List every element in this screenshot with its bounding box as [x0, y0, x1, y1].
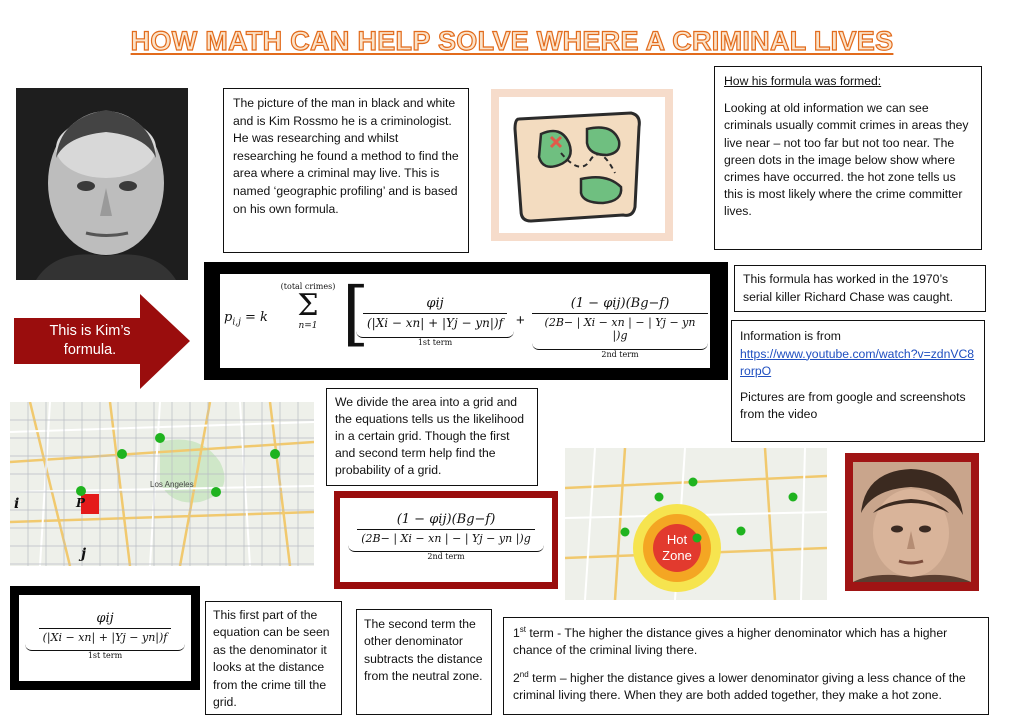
second-term-box	[356, 609, 492, 715]
arrow-label: This is Kim’s formula.	[49, 323, 131, 358]
hot-zone-label-1: Hot	[666, 532, 688, 547]
sum-top: (total crimes)	[280, 282, 336, 291]
formation-body: Looking at old information we can see criminals usually commit crimes in areas they live near – not too far but not too near. The green dots in the image below show where crimes have occurred. the hot zone tells us this is most likely where the crime committer lives.	[724, 101, 969, 219]
explain-box	[503, 617, 989, 715]
term1-formula	[19, 595, 191, 681]
term2b-numerator: (1 − φij)(Bg−f)	[396, 512, 496, 527]
photo-richard-chase	[845, 453, 979, 591]
term1	[356, 296, 514, 347]
intro-text-box	[223, 88, 469, 253]
hot-zone-drawing	[565, 448, 827, 600]
source-link[interactable]: https://www.youtube.com/watch?v=zdnVC8rorpO	[740, 346, 975, 379]
grid-text: We divide the area into a grid and the equations tells us the likelihood in a certain grid. Though the first and second term help find the probability of a grid.	[335, 395, 525, 477]
plus-sign: +	[516, 312, 525, 329]
treasure-map-drawing	[491, 89, 673, 241]
t1-prefix: 1	[513, 626, 520, 640]
term1-brace	[356, 331, 514, 338]
map-j-label: j	[81, 546, 87, 562]
map-cell-label: P	[76, 496, 86, 510]
formula-p: p	[224, 310, 233, 325]
term1b-label: 1st term	[87, 651, 123, 660]
portrait-drawing	[16, 88, 188, 280]
term1b-brace	[25, 644, 185, 651]
term1-formula-frame	[10, 586, 200, 690]
sigma-symbol: Σ	[297, 288, 319, 323]
grid-text-box	[326, 388, 538, 486]
grid-map	[10, 402, 314, 566]
term2b-brace	[348, 545, 544, 552]
term2-brace	[532, 343, 708, 350]
pictures-text: Pictures are from google and screenshots from the video	[740, 389, 966, 422]
term1-numerator: φij	[426, 296, 444, 311]
portrait-kim-rossmo	[16, 88, 188, 280]
main-formula-frame	[204, 262, 728, 380]
formula-lhs	[224, 310, 268, 328]
term2b-label: 2nd term	[427, 552, 465, 561]
t2-prefix: 2	[513, 670, 520, 685]
main-formula	[220, 274, 710, 368]
sum-bottom: n=1	[298, 321, 318, 331]
term1-denominator: (|Xi − xn| + |Yj − yn|)f	[363, 313, 507, 330]
term1b-numerator: φij	[96, 611, 114, 626]
t1-sup: st	[519, 624, 527, 634]
formula-arrow	[14, 294, 190, 389]
term2	[532, 296, 708, 359]
formula-sum	[274, 282, 342, 331]
term2-denominator: (2B− | Xi − xn | − | Yj − yn |)g	[532, 313, 708, 342]
term2-formula-frame	[334, 491, 558, 589]
intro-text: The picture of the man in black and white and is Kim Rossmo he is a criminologist. He was researching and whilst researching he found a method to find the area where a criminal may live. This is named ‘geographic profiling’ and is based on his own formula.	[233, 96, 459, 216]
formula-k: = k	[245, 310, 268, 325]
t2-sup: nd	[519, 669, 529, 679]
page-title: HOW MATH CAN HELP SOLVE WHERE A CRIMINAL LIVES	[130, 26, 894, 56]
formula-p-sub: i,j	[232, 317, 241, 328]
sources-box	[731, 320, 985, 442]
first-part-box	[205, 601, 342, 715]
term2-numerator: (1 − φij)(Bg−f)	[570, 296, 670, 311]
chase-text: This formula has worked in the 1970’s serial killer Richard Chase was caught.	[743, 272, 953, 304]
bracket-left: [	[342, 272, 370, 354]
hot-zone-map	[565, 448, 827, 600]
explain-term1	[513, 625, 979, 660]
t2-body: term – higher the distance gives a lower denominator giving a less chance of the criminal living there. When they are both added together, they make a hot zone.	[513, 670, 966, 703]
explain-term2	[513, 670, 979, 705]
map-i-label: i	[14, 496, 20, 512]
t1-body: term - The higher the distance gives a higher denominator which has a higher chance of the criminal living there.	[513, 626, 948, 658]
term2-label: 2nd term	[601, 350, 639, 359]
treasure-map-icon	[491, 89, 673, 241]
second-term-text: The second term the other denominator subtracts the distance from the neutral zone.	[364, 617, 483, 684]
term1-label: 1st term	[417, 338, 453, 347]
first-part-text: This first part of the equation can be seen as the denominator it looks at the distance from the crime till the grid.	[213, 608, 330, 710]
chase-drawing	[845, 453, 979, 591]
term1b-denominator: (|Xi − xn| + |Yj − yn|)f	[39, 628, 172, 644]
chase-box	[734, 265, 986, 312]
formation-box	[714, 66, 982, 250]
term2-formula	[340, 498, 552, 582]
formation-heading: How his formula was formed:	[724, 74, 882, 88]
info-label: Information is from	[740, 329, 841, 343]
hot-zone-label-2: Zone	[662, 548, 692, 563]
term2b-denominator: (2B− | Xi − xn | − | Yj − yn |)g	[357, 529, 534, 545]
map-city-label: Los Angeles	[150, 480, 194, 489]
